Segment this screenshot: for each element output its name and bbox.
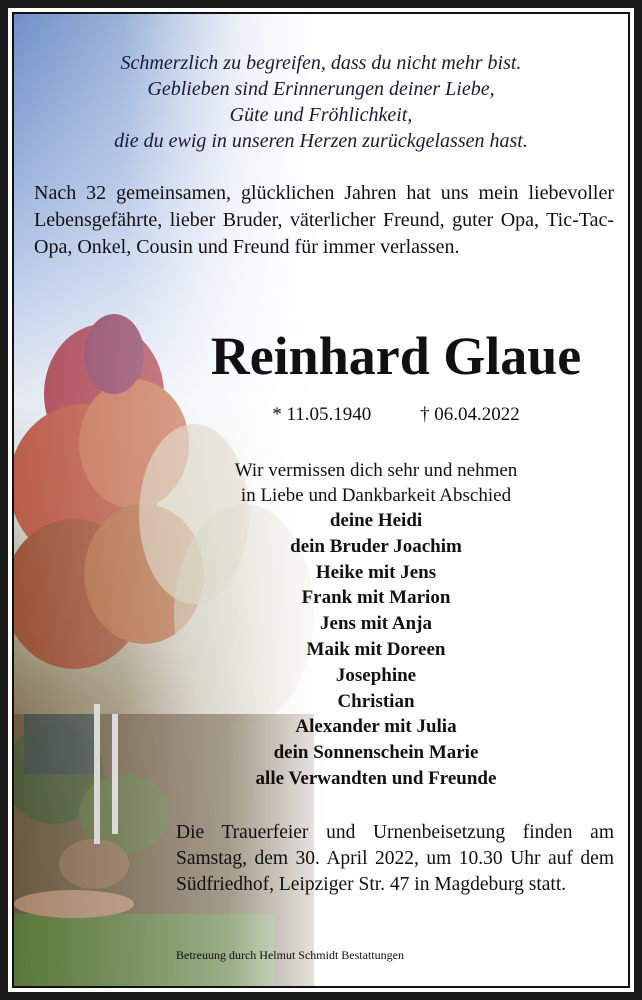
verse-line: Güte und Fröhlichkeit, bbox=[229, 104, 413, 126]
message-line: in Liebe und Dankbarkeit Abschied bbox=[240, 485, 512, 506]
death-date: † 06.04.2022 bbox=[420, 404, 520, 425]
mourner: dein Sonnenschein Marie bbox=[273, 742, 479, 764]
verse-line: Schmerzlich zu begreifen, dass du nicht mehr bist. bbox=[120, 52, 522, 74]
mourner: Alexander mit Julia bbox=[295, 716, 457, 738]
verse-line: Geblieben sind Erinnerungen deiner Liebe, bbox=[147, 78, 495, 100]
birth-date: * 11.05.1940 bbox=[272, 404, 372, 425]
message-line: Wir vermissen dich sehr und nehmen bbox=[234, 460, 518, 481]
deceased-name: Reinhard Glaue bbox=[210, 326, 582, 386]
service-info: Die Trauerfeier und Urnenbeisetzung finden am Samstag, dem 30. April 2022, um 10.30 Uhr auf dem Südfriedhof, Leipziger Str. 47 in Magdeburg statt. bbox=[176, 822, 614, 895]
mourner: Heike mit Jens bbox=[315, 561, 437, 583]
life-dates bbox=[164, 404, 628, 426]
notice-frame bbox=[12, 12, 630, 988]
mourner: Maik mit Doreen bbox=[306, 638, 446, 660]
funeral-home-credit: Betreuung durch Helmut Schmidt Bestattungen bbox=[176, 948, 404, 962]
mourners-list bbox=[174, 508, 578, 792]
farewell-message bbox=[174, 458, 578, 508]
verse bbox=[44, 50, 598, 154]
mourner: Frank mit Marion bbox=[301, 587, 451, 609]
obituary-notice bbox=[8, 8, 634, 992]
mourner: Jens mit Anja bbox=[320, 613, 432, 635]
mourner: Christian bbox=[337, 690, 415, 712]
intro-text: Nach 32 gemeinsamen, glücklichen Jahren hat uns mein liebevoller Lebensgefährte, lieber Bruder, väterlicher Freund, guter Opa, Tic-Tac-Opa, Onkel, Cousin und Freund für immer verlassen. bbox=[34, 182, 614, 258]
mourner: deine Heidi bbox=[329, 510, 423, 531]
verse-line: die du ewig in unseren Herzen zurückgelassen hast. bbox=[114, 130, 528, 152]
mourner: dein Bruder Joachim bbox=[290, 535, 462, 557]
mourner: alle Verwandten und Freunde bbox=[255, 767, 497, 789]
mourner: Josephine bbox=[335, 664, 417, 686]
